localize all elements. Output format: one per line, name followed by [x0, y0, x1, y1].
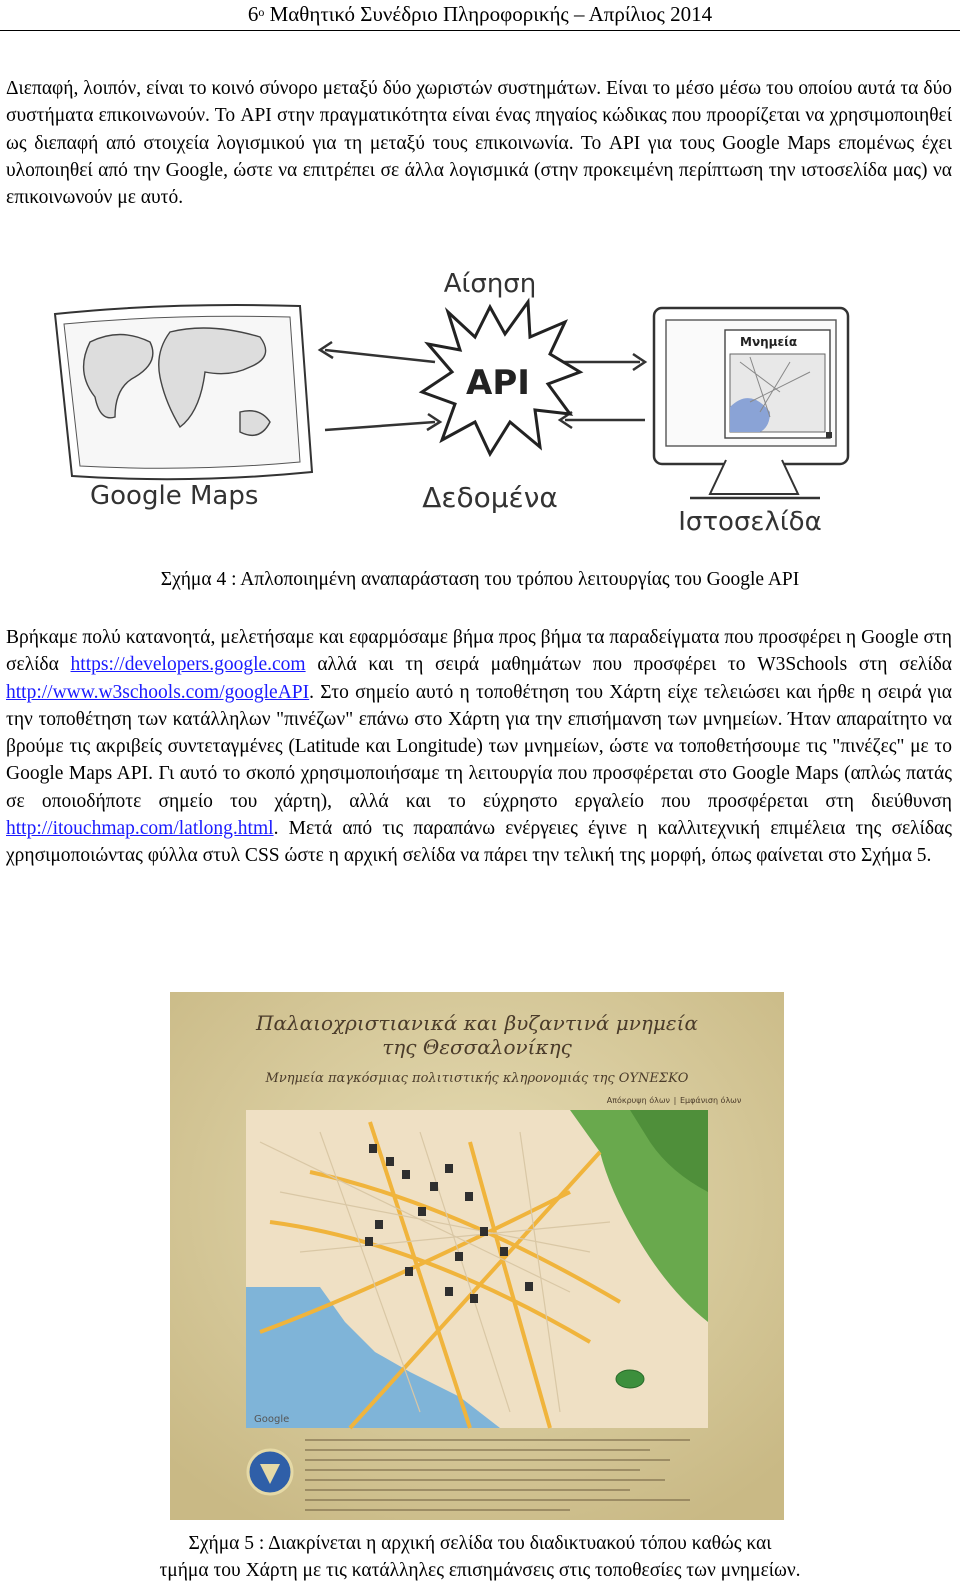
- paragraph-1: Διεπαφή, λοιπόν, είναι το κοινό σύνορο μεταξύ δύο χωριστών συστημάτων. Είναι το μέσο μέσω του οποίου αυτά τα δύο συστήματα επικοινωνούν. Το API στην πραγματικότητα είναι ένας πηγαίος κώδικας που προορίζεται να χρησιμοποιηθεί ως διεπαφή από στοιχεία λογισμικού για τη μεταξύ τους επικοινωνία. Το API για τους Google Maps επομένως έχει υλοποιηθεί από την Google, ώστε να επιτρέπει σε άλλα λογισμικά (στην προκειμένη περίπτωση την ιστοσελίδα μας) να επικοινωνούν με αυτό.: [6, 78, 952, 209]
- figure-4-caption: Σχήμα 4 : Απλοποιημένη αναπαράσταση του τρόπου λειτουργίας του Google API: [160, 569, 800, 590]
- paragraph-2-part-3: . Στο σημείο αυτό η τοποθέτηση του Χάρτη είχε τελειώσει και ήρθε η σειρά για την τοποθέτηση των κατάλληλων "πινέζων" επάνω στο Χάρτη για την επισήμανση των μνημείων. Ήταν απαραίτητο να βρούμε τις ακριβείς συντεταγμένες (Latitude και Longitude) των μνημείων, ώστε να τοποθετήσουμε τις "πινέζες" με το Google Maps API. Γι αυτό το σκοπό χρησιμοποιήσαμε τη λειτουργία που προσφέρεται στο Google Maps (απλώς πατάς σε οποιοδήποτε σημείο του χάρτη), αλλά και το εύχρηστο εργαλείο που προσφέρεται στη διεύθυνση: [6, 681, 952, 812]
- figure-4-label-top: Αίσηση: [443, 269, 537, 299]
- link-w3schools[interactable]: http://www.w3schools.com/googleAPI: [6, 681, 310, 703]
- site-title-line-2: της Θεσσαλονίκης: [382, 1035, 572, 1059]
- figure-5-caption-line-1: Σχήμα 5 : Διακρίνεται η αρχική σελίδα του διαδικτυακού τόπου καθώς και: [188, 1533, 772, 1554]
- api-label: API: [466, 363, 530, 403]
- figure-5-caption-line-2: τμήμα του Χάρτη με τις κατάλληλες επισημάνσεις στις τοποθεσίες των μνημείων.: [159, 1560, 801, 1581]
- header-superscript: ο: [258, 5, 265, 19]
- figure-5-website-screenshot: [170, 992, 784, 1520]
- figure-4-label-google-maps: Google Maps: [90, 481, 259, 511]
- map-google-brand: Google: [254, 1414, 290, 1425]
- site-title-line-1: Παλαιοχριστιανικά και βυζαντινά μνημεία: [256, 1011, 698, 1035]
- monitor-screen-label: Μνημεία: [740, 335, 798, 349]
- link-developers-google[interactable]: https://developers.google.com: [70, 654, 306, 676]
- paragraph-2: [6, 624, 952, 870]
- link-itouchmap[interactable]: http://itouchmap.com/latlong.html: [6, 818, 274, 840]
- paragraph-2-part-1: Βρήκαμε πολύ κατανοητά, μελετήσαμε και εφαρμόσαμε βήμα προς βήμα τα παραδείγματα που προσφέρει η Google στη σελίδα: [6, 627, 952, 676]
- paragraph-2-part-4: . Μετά από τις παραπάνω ενέργειες έγινε η καλλιτεχνική επιμέλεια της σελίδας χρησιμοποιώντας φύλλα στυλ CSS ώστε η αρχική σελίδα να πάρει την τελική της μορφή, όπως φαίνεται στο Σχήμα 5.: [6, 818, 952, 867]
- figure-4-api-diagram: [50, 262, 880, 542]
- nav-separator: |: [673, 1096, 677, 1105]
- paragraph-2-part-2: αλλά και τη σειρά μαθημάτων που προσφέρει το W3Schools στη σελίδα: [305, 654, 952, 676]
- nav-hide-all[interactable]: Απόκρυψη όλων: [606, 1096, 670, 1105]
- figure-4-label-website: Ιστοσελίδα: [678, 507, 822, 537]
- site-subtitle: Μνημεία παγκόσμιας πολιτιστικής κληρονομιάς της ΟΥΝΕΣΚΟ: [265, 1071, 689, 1086]
- nav-show-all[interactable]: Εμφάνιση όλων: [680, 1096, 742, 1105]
- figure-4-label-bottom: Δεδομένα: [422, 481, 558, 514]
- map[interactable]: [246, 1110, 708, 1428]
- header-text: Μαθητικό Συνέδριο Πληροφορικής – Απρίλιος 2014: [264, 2, 713, 26]
- header-prefix: 6: [247, 2, 259, 26]
- running-header: [0, 0, 960, 31]
- world-map-sheet: [55, 305, 312, 479]
